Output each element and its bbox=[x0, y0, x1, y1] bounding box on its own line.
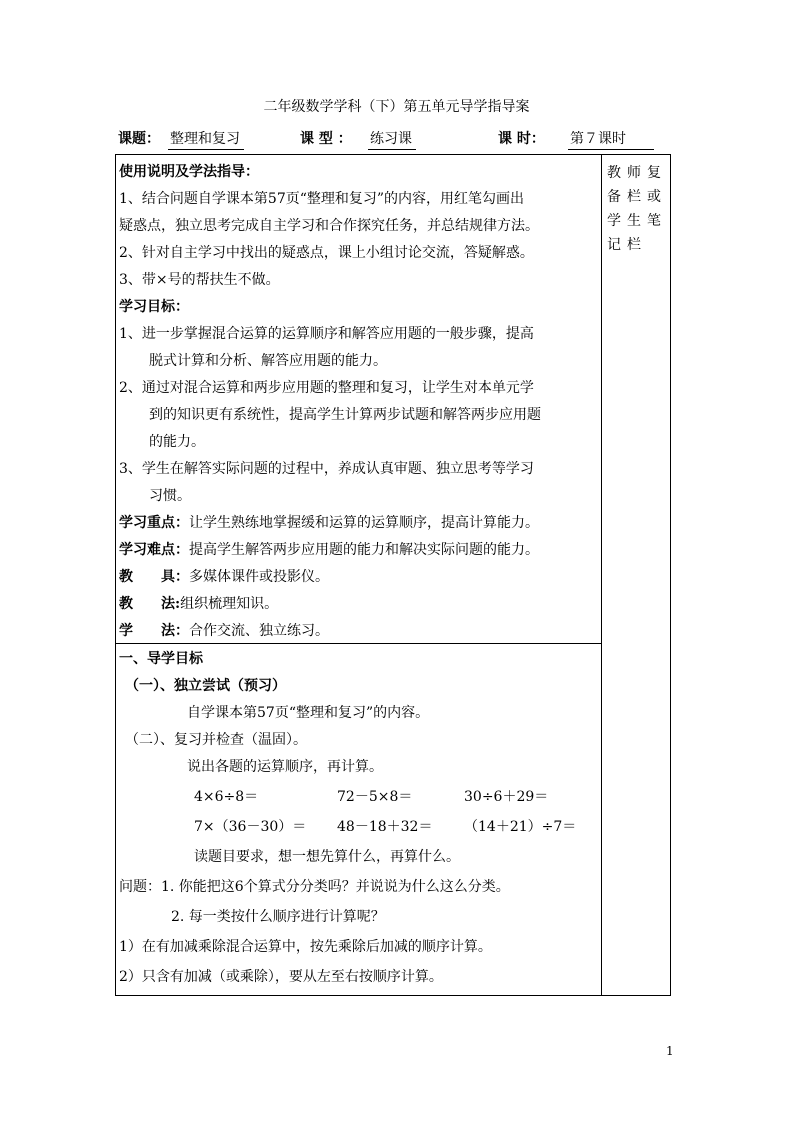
goal-line: 3、学生在解答实际问题的过程中，养成认真审题、独立思考等学习 bbox=[119, 461, 534, 477]
instruction-line: 1、结合问题自学课本第57页“整理和复习”的内容，用红笔勾画出 bbox=[119, 191, 525, 207]
type-value: 练习课 bbox=[368, 128, 416, 150]
exercise: 4×6÷8＝ bbox=[194, 789, 259, 805]
lesson-table bbox=[115, 154, 671, 996]
learn-method-label: 学 法： bbox=[119, 623, 189, 639]
teach-method-label: 教 法: bbox=[119, 596, 181, 612]
rule-line: 1）在有加减乘除混合运算中，按先乘除后加减的顺序计算。 bbox=[119, 939, 492, 955]
goal-line: 2、通过对混合运算和两步应用题的整理和复习，让学生对本单元学 bbox=[119, 380, 534, 396]
instruction-line: 2、针对自主学习中找出的疑惑点，课上小组讨论交流，答疑解惑。 bbox=[119, 245, 534, 261]
teaching-method bbox=[119, 591, 597, 618]
period-value: 第７课时 bbox=[568, 128, 654, 150]
page-number: 1 bbox=[666, 1044, 674, 1058]
subsection-heading: （二）、复习并检查（温固）。 bbox=[125, 732, 307, 748]
exercise: 72－5×8＝ bbox=[337, 789, 413, 805]
exercise: （14＋21）÷7＝ bbox=[464, 819, 577, 835]
difficulty-text: 提高学生解答两步应用题的能力和解决实际问题的能力。 bbox=[189, 542, 539, 558]
difficulty-label: 学习难点： bbox=[119, 542, 189, 558]
guidance-section bbox=[119, 159, 597, 645]
exercise: 7×（36－30）＝ bbox=[194, 819, 307, 835]
subsection-heading: （一）、独立尝试（预习） bbox=[125, 678, 286, 694]
goals-heading: 学习目标： bbox=[119, 299, 189, 315]
goal-line: 脱式计算和分析、解答应用题的能力。 bbox=[149, 353, 387, 369]
type-label: 课 型 ： bbox=[300, 131, 352, 147]
tools-text: 多媒体课件或投影仪。 bbox=[189, 569, 329, 585]
teaching-tools bbox=[119, 564, 597, 591]
question-line: 2. 每一类按什么顺序进行计算呢？ bbox=[171, 909, 385, 925]
question-line: 问题：1. 你能把这6个算式分分类吗？并说说为什么这么分类。 bbox=[119, 879, 510, 895]
goal-line: 习惯。 bbox=[149, 488, 191, 504]
learn-method-text: 合作交流、独立练习。 bbox=[189, 623, 329, 639]
rule-line: 2）只含有加减（或乘除），要从左至右按顺序计算。 bbox=[119, 969, 443, 985]
lesson-meta bbox=[116, 128, 672, 150]
subsection-text: 说出各题的运算顺序，再计算。 bbox=[187, 759, 383, 775]
subsection-text: 自学课本第57页“整理和复习”的内容。 bbox=[187, 705, 430, 721]
hint-text: 读题目要求，想一想先算什么，再算什么。 bbox=[194, 849, 460, 865]
side-note: 教师复备栏或学生笔记栏 bbox=[607, 165, 667, 253]
exercise-row bbox=[119, 814, 597, 841]
exercise: 48－18＋32＝ bbox=[337, 819, 433, 835]
document-title: 二年级数学学科（下）第五单元导学指导案 bbox=[263, 99, 530, 115]
guided-learning-section bbox=[119, 646, 597, 991]
key-point-label: 学习重点： bbox=[119, 515, 189, 531]
column-divider bbox=[601, 155, 602, 995]
section-heading: 一、导学目标 bbox=[119, 651, 203, 667]
exercise-row bbox=[119, 784, 597, 811]
topic-value: 整理和复习 bbox=[168, 128, 244, 150]
instruction-line: 疑惑点，独立思考完成自主学习和合作探究任务，并总结规律方法。 bbox=[119, 218, 539, 234]
key-point bbox=[119, 510, 597, 537]
tools-label: 教 具： bbox=[119, 569, 189, 585]
period-label: 课 时： bbox=[498, 131, 545, 147]
topic-label: 课题： bbox=[118, 131, 160, 147]
instruction-line: 3、带×号的帮扶生不做。 bbox=[119, 272, 280, 288]
instructions-heading: 使用说明及学法指导： bbox=[119, 164, 259, 180]
goal-line: 1、进一步掌握混合运算的运算顺序和解答应用题的一般步骤，提高 bbox=[119, 326, 534, 342]
exercise: 30÷6＋29＝ bbox=[464, 789, 549, 805]
goal-line: 的能力。 bbox=[149, 434, 205, 450]
learning-method bbox=[119, 618, 597, 645]
difficulty bbox=[119, 537, 597, 564]
goal-line: 到的知识更有系统性，提高学生计算两步试题和解答两步应用题 bbox=[149, 407, 541, 423]
key-point-text: 让学生熟练地掌握缓和运算的运算顺序，提高计算能力。 bbox=[189, 515, 539, 531]
teach-method-text: 组织梳理知识。 bbox=[180, 596, 279, 612]
